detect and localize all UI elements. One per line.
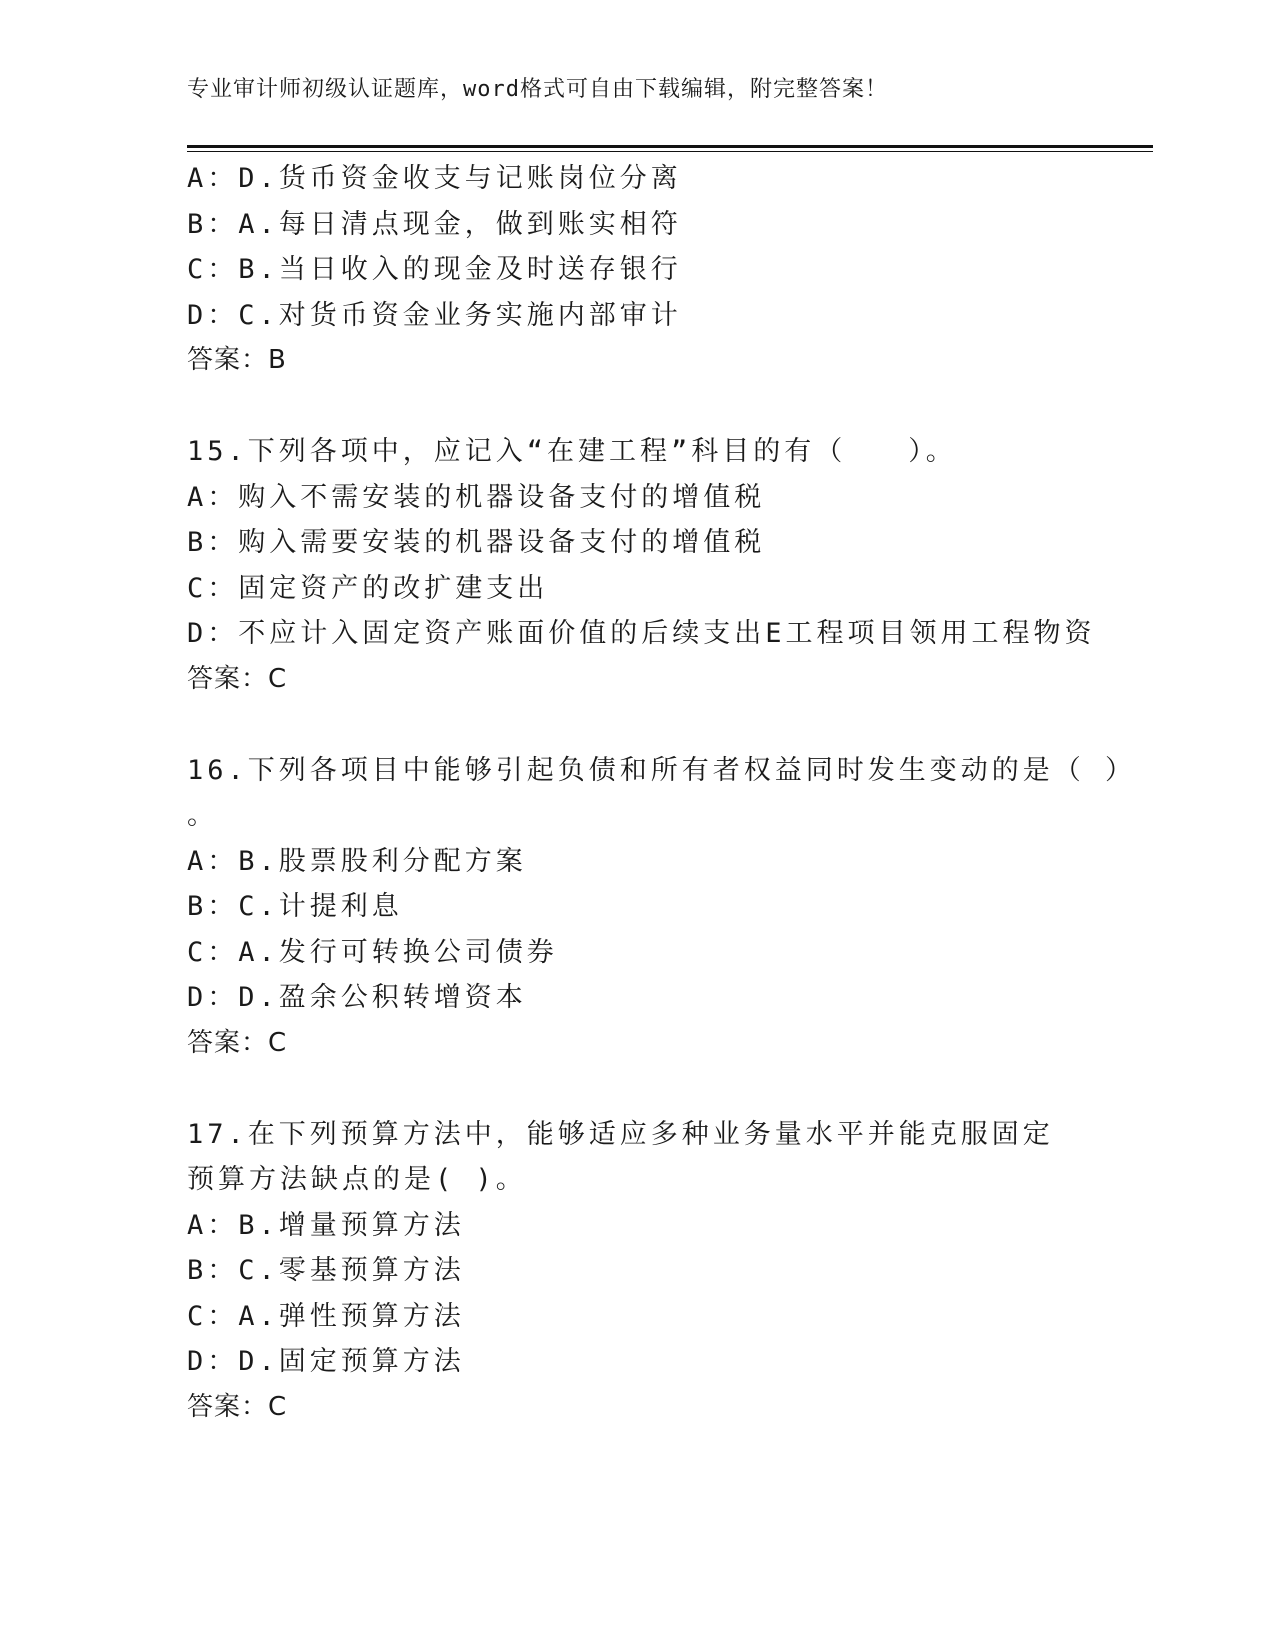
header-rule-thick — [187, 145, 1153, 148]
option-a: A：购入不需安装的机器设备支付的增值税 — [187, 481, 766, 513]
question-title: 16.下列各项目中能够引起负债和所有者权益同时发生变动的是（ ） — [187, 754, 1137, 786]
option-d: D：D.固定预算方法 — [187, 1346, 465, 1377]
question-title-tail: 。 — [187, 800, 218, 831]
answer-line: 答案：C — [187, 663, 288, 694]
header-rule-thin — [187, 151, 1153, 152]
question-17 — [187, 1112, 1087, 1431]
question-14-tail — [187, 156, 1087, 384]
option-a: A：B.增量预算方法 — [187, 1209, 465, 1241]
option-b: B：A.每日清点现金，做到账实相符 — [187, 208, 682, 240]
question-gap — [187, 1066, 1087, 1112]
question-gap — [187, 384, 1087, 430]
question-16 — [187, 748, 1137, 1067]
question-title: 17.在下列预算方法中，能够适应多种业务量水平并能克服固定预算方法缺点的是( )。 — [187, 1118, 1054, 1195]
option-d: D：C.对货币资金业务实施内部审计 — [187, 299, 682, 331]
option-b: B：C.计提利息 — [187, 891, 403, 922]
answer-line: 答案：B — [187, 345, 287, 375]
question-15 — [187, 429, 1096, 702]
option-c: C：A.弹性预算方法 — [187, 1300, 465, 1332]
page-header: 专业审计师初级认证题库，word格式可自由下载编辑，附完整答案！ — [187, 77, 888, 102]
option-a: A：B.股票股利分配方案 — [187, 845, 527, 877]
answer-line: 答案：C — [187, 1027, 288, 1058]
option-c: C：B.当日收入的现金及时送存银行 — [187, 254, 682, 285]
option-b: B：购入需要安装的机器设备支付的增值税 — [187, 527, 766, 558]
answer-line: 答案：C — [187, 1391, 288, 1422]
option-c: C：固定资产的改扩建支出 — [187, 572, 549, 604]
question-gap — [187, 702, 1087, 748]
option-c: C：A.发行可转换公司债券 — [187, 936, 558, 968]
question-title: 15.下列各项中，应记入“在建工程”科目的有（ ）。 — [187, 436, 957, 467]
option-a: A：D.货币资金收支与记账岗位分离 — [187, 163, 682, 194]
question-list — [187, 156, 1137, 1430]
option-d: D：D.盈余公积转增资本 — [187, 982, 527, 1013]
option-b: B：C.零基预算方法 — [187, 1255, 465, 1286]
option-d: D：不应计入固定资产账面价值的后续支出E工程项目领用工程物资 — [187, 618, 1096, 649]
